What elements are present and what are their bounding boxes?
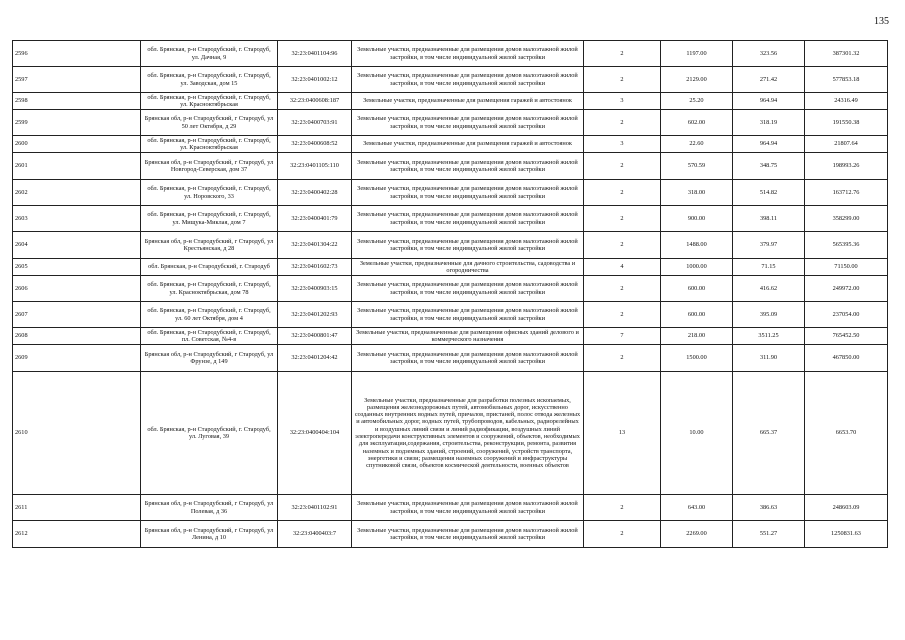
specific-value-cell: 416.62 [733, 276, 805, 302]
table-row [13, 345, 888, 372]
cadastral-value-cell: 1250831.63 [805, 521, 888, 548]
cadastral-value-cell: 191550.38 [805, 110, 888, 136]
area-cell: 600.00 [661, 302, 733, 328]
row-number-cell: 2611 [13, 495, 141, 521]
cadastral-number-cell: 32:23:0400801:47 [278, 328, 352, 345]
cadastral-number-cell: 32:23:0401602:73 [278, 259, 352, 276]
land-use-cell: Земельные участки, предназначенные для размещения гаражей и автостоянок [352, 136, 584, 153]
cadastral-value-cell: 249972.00 [805, 276, 888, 302]
area-cell: 318.00 [661, 180, 733, 206]
table-row [13, 180, 888, 206]
area-cell: 22.60 [661, 136, 733, 153]
area-cell: 1500.00 [661, 345, 733, 372]
row-number-cell: 2606 [13, 276, 141, 302]
address-cell: обл. Брянская, р-н Стародубский, г. Стародуб, ул. Заводская, дом 15 [141, 67, 278, 93]
address-cell: Брянская обл, р-н Стародубский, г Стародуб, ул Ленина, д 10 [141, 521, 278, 548]
cadastral-value-cell: 387301.32 [805, 41, 888, 67]
land-use-cell: Земельные участки, предназначенные для размещения домов малоэтажной жилой застройки, в том числе индивидуальной жилой застройки [352, 345, 584, 372]
land-use-cell: Земельные участки, предназначенные для размещения домов малоэтажной жилой застройки, в том числе индивидуальной жилой застройки [352, 41, 584, 67]
use-code-cell: 2 [584, 232, 661, 259]
area-cell: 1000.00 [661, 259, 733, 276]
use-code-cell: 3 [584, 93, 661, 110]
land-use-cell: Земельные участки, предназначенные для размещения домов малоэтажной жилой застройки, в том числе индивидуальной жилой застройки [352, 521, 584, 548]
table-row [13, 276, 888, 302]
table-row [13, 521, 888, 548]
row-number-cell: 2608 [13, 328, 141, 345]
area-cell: 1488.00 [661, 232, 733, 259]
use-code-cell: 2 [584, 206, 661, 232]
specific-value-cell: 386.63 [733, 495, 805, 521]
cadastral-value-cell: 577853.18 [805, 67, 888, 93]
use-code-cell: 13 [584, 372, 661, 495]
address-cell: Брянская обл, р-н Стародубский, г Стародуб, ул Полевая, д 36 [141, 495, 278, 521]
address-cell: обл. Брянская, р-н Стародубский, г. Стародуб, ул. Красноктябрьская [141, 136, 278, 153]
use-code-cell: 2 [584, 302, 661, 328]
row-number-cell: 2609 [13, 345, 141, 372]
use-code-cell: 3 [584, 136, 661, 153]
cadastral-value-cell: 565395.36 [805, 232, 888, 259]
cadastral-number-cell: 32:23:0400402:28 [278, 180, 352, 206]
area-cell: 218.00 [661, 328, 733, 345]
table-body [13, 41, 888, 548]
specific-value-cell: 379.97 [733, 232, 805, 259]
cadastral-number-cell: 32:23:0400404:104 [278, 372, 352, 495]
table-row [13, 110, 888, 136]
table-row [13, 153, 888, 180]
cadastral-number-cell: 32:23:0401204:42 [278, 345, 352, 372]
land-use-cell: Земельные участки, предназначенные для размещения домов малоэтажной жилой застройки, в том числе индивидуальной жилой застройки [352, 110, 584, 136]
area-cell: 602.00 [661, 110, 733, 136]
table-row [13, 302, 888, 328]
cadastral-value-cell: 24316.49 [805, 93, 888, 110]
row-number-cell: 2605 [13, 259, 141, 276]
cadastral-number-cell: 32:23:0401304:22 [278, 232, 352, 259]
specific-value-cell: 348.75 [733, 153, 805, 180]
cadastral-number-cell: 32:23:0401202:93 [278, 302, 352, 328]
area-cell: 600.00 [661, 276, 733, 302]
land-use-cell: Земельные участки, предназначенные для размещения домов малоэтажной жилой застройки, в том числе индивидуальной жилой застройки [352, 180, 584, 206]
use-code-cell: 2 [584, 180, 661, 206]
area-cell: 643.00 [661, 495, 733, 521]
address-cell: обл. Брянская, р-н Стародубский, г. Стародуб [141, 259, 278, 276]
row-number-cell: 2601 [13, 153, 141, 180]
specific-value-cell: 311.90 [733, 345, 805, 372]
use-code-cell: 2 [584, 153, 661, 180]
specific-value-cell: 964.94 [733, 136, 805, 153]
cadastral-number-cell: 32:23:0400403:7 [278, 521, 352, 548]
table-row [13, 232, 888, 259]
row-number-cell: 2612 [13, 521, 141, 548]
cadastral-number-cell: 32:23:0400401:79 [278, 206, 352, 232]
cadastral-number-cell: 32:23:0401105:110 [278, 153, 352, 180]
specific-value-cell: 271.42 [733, 67, 805, 93]
use-code-cell: 2 [584, 276, 661, 302]
row-number-cell: 2596 [13, 41, 141, 67]
specific-value-cell: 323.56 [733, 41, 805, 67]
cadastral-value-cell: 248603.09 [805, 495, 888, 521]
row-number-cell: 2600 [13, 136, 141, 153]
area-cell: 1197.00 [661, 41, 733, 67]
table-row [13, 372, 888, 495]
specific-value-cell: 395.09 [733, 302, 805, 328]
address-cell: обл. Брянская, р-н Стародубский, г. Стародуб, ул. Луговая, 39 [141, 372, 278, 495]
table-row [13, 136, 888, 153]
cadastral-value-cell: 163712.76 [805, 180, 888, 206]
row-number-cell: 2607 [13, 302, 141, 328]
cadastral-number-cell: 32:23:0400903:15 [278, 276, 352, 302]
use-code-cell: 2 [584, 67, 661, 93]
specific-value-cell: 71.15 [733, 259, 805, 276]
specific-value-cell: 3511.25 [733, 328, 805, 345]
cadastral-value-cell: 237054.00 [805, 302, 888, 328]
address-cell: обл. Брянская, р-н Стародубский, г. Стародуб, ул. Норовского, 33 [141, 180, 278, 206]
cadastral-number-cell: 32:23:0401002:12 [278, 67, 352, 93]
cadastral-number-cell: 32:23:0400608:52 [278, 136, 352, 153]
use-code-cell: 2 [584, 521, 661, 548]
address-cell: Брянская обл, р-н Стародубский, г Стародуб, ул 50 лет Октября, д 29 [141, 110, 278, 136]
address-cell: Брянская обл, р-н Стародубский, г Стародуб, ул Новгород-Северская, дом 37 [141, 153, 278, 180]
row-number-cell: 2597 [13, 67, 141, 93]
land-use-cell: Земельные участки, предназначенные для размещения домов малоэтажной жилой застройки, в том числе индивидуальной жилой застройки [352, 67, 584, 93]
use-code-cell: 2 [584, 495, 661, 521]
address-cell: Брянская обл, р-н Стародубский, г Стародуб, ул Крестьянская, д 28 [141, 232, 278, 259]
specific-value-cell: 514.82 [733, 180, 805, 206]
cadastral-value-cell: 765452.50 [805, 328, 888, 345]
specific-value-cell: 964.94 [733, 93, 805, 110]
page-number: 135 [874, 16, 889, 27]
area-cell: 10.00 [661, 372, 733, 495]
table-row [13, 328, 888, 345]
table-row [13, 259, 888, 276]
address-cell: обл. Брянская, р-н Стародубский, г. Стародуб, ул. Красноктябрьская, дом 78 [141, 276, 278, 302]
area-cell: 570.59 [661, 153, 733, 180]
land-use-cell: Земельные участки, предназначенные для размещения домов малоэтажной жилой застройки, в том числе индивидуальной жилой застройки [352, 276, 584, 302]
cadastral-number-cell: 32:23:0400608:187 [278, 93, 352, 110]
cadastral-number-cell: 32:23:0400703:91 [278, 110, 352, 136]
address-cell: обл. Брянская, р-н Стародубский, г. Стародуб, пл. Советская, №4-в [141, 328, 278, 345]
cadastral-value-cell: 198993.26 [805, 153, 888, 180]
cadastral-value-cell: 467850.00 [805, 345, 888, 372]
specific-value-cell: 665.37 [733, 372, 805, 495]
cadastral-value-cell: 21807.64 [805, 136, 888, 153]
use-code-cell: 4 [584, 259, 661, 276]
cadastral-number-cell: 32:23:0401104:96 [278, 41, 352, 67]
table-row [13, 67, 888, 93]
cadastral-value-cell: 71150.00 [805, 259, 888, 276]
row-number-cell: 2598 [13, 93, 141, 110]
land-use-cell: Земельные участки, предназначенные для размещения домов малоэтажной жилой застройки, в том числе индивидуальной жилой застройки [352, 206, 584, 232]
use-code-cell: 2 [584, 345, 661, 372]
address-cell: обл. Брянская, р-н Стародубский, г. Стародуб, ул. 60 лет Октября, дом 4 [141, 302, 278, 328]
use-code-cell: 2 [584, 41, 661, 67]
table-row [13, 41, 888, 67]
cadastral-number-cell: 32:23:0401102:91 [278, 495, 352, 521]
area-cell: 25.20 [661, 93, 733, 110]
table-row [13, 495, 888, 521]
area-cell: 2129.00 [661, 67, 733, 93]
cadastral-value-cell: 6653.70 [805, 372, 888, 495]
row-number-cell: 2610 [13, 372, 141, 495]
cadastral-value-cell: 358299.00 [805, 206, 888, 232]
land-use-cell: Земельные участки, предназначенные для разработки полезных ископаемых, размещения железнодорожных путей, автомобильных дорог, искусственно созданных внутренних водных путей, причалов, пристаней, полос отвода железных и автомобильных дорог, водных путей, трубопроводов, кабельных, радиорелейных и воздушных линий связи и линий радиофикации, воздушных линий электропередачи конструктивных элементов и сооружений, объектов, необходимых для эксплуатации,содержания, строительства, реконструкции, ремонта, развития наземных и подземных зданий, строений, сооружений, устройств транспорта, энергетики и связи; размещения наземных сооружений и инфраструктуры спутниковой связи, объектов космической деятельности, военных объектов [352, 372, 584, 495]
address-cell: Брянская обл, р-н Стародубский, г Стародуб, ул Фрунзе, д 149 [141, 345, 278, 372]
row-number-cell: 2602 [13, 180, 141, 206]
address-cell: обл. Брянская, р-н Стародубский, г. Стародуб, ул. Дачная, 9 [141, 41, 278, 67]
land-use-cell: Земельные участки, предназначенные для размещения офисных зданий делового и коммерческого назначения [352, 328, 584, 345]
use-code-cell: 2 [584, 110, 661, 136]
row-number-cell: 2603 [13, 206, 141, 232]
land-registry-table [12, 40, 888, 548]
address-cell: обл. Брянская, р-н Стародубский, г. Стародуб, ул. Красноктябрьская [141, 93, 278, 110]
specific-value-cell: 551.27 [733, 521, 805, 548]
table-row [13, 93, 888, 110]
row-number-cell: 2604 [13, 232, 141, 259]
specific-value-cell: 398.11 [733, 206, 805, 232]
use-code-cell: 7 [584, 328, 661, 345]
land-use-cell: Земельные участки, предназначенные для размещения гаражей и автостоянок [352, 93, 584, 110]
table-row [13, 206, 888, 232]
area-cell: 2269.00 [661, 521, 733, 548]
area-cell: 900.00 [661, 206, 733, 232]
land-use-cell: Земельные участки, предназначенные для размещения домов малоэтажной жилой застройки, в том числе индивидуальной жилой застройки [352, 232, 584, 259]
row-number-cell: 2599 [13, 110, 141, 136]
specific-value-cell: 318.19 [733, 110, 805, 136]
land-use-cell: Земельные участки, предназначенные для размещения домов малоэтажной жилой застройки, в том числе индивидуальной жилой застройки [352, 153, 584, 180]
address-cell: обл. Брянская, р-н Стародубский, г. Стародуб, ул. Мищука-Миклая, дом 7 [141, 206, 278, 232]
land-use-cell: Земельные участки, предназначенные для дачного строительства, садоводства и огородничества [352, 259, 584, 276]
land-use-cell: Земельные участки, предназначенные для размещения домов малоэтажной жилой застройки, в том числе индивидуальной жилой застройки [352, 302, 584, 328]
land-use-cell: Земельные участки, предназначенные для размещения домов малоэтажной жилой застройки, в том числе индивидуальной жилой застройки [352, 495, 584, 521]
